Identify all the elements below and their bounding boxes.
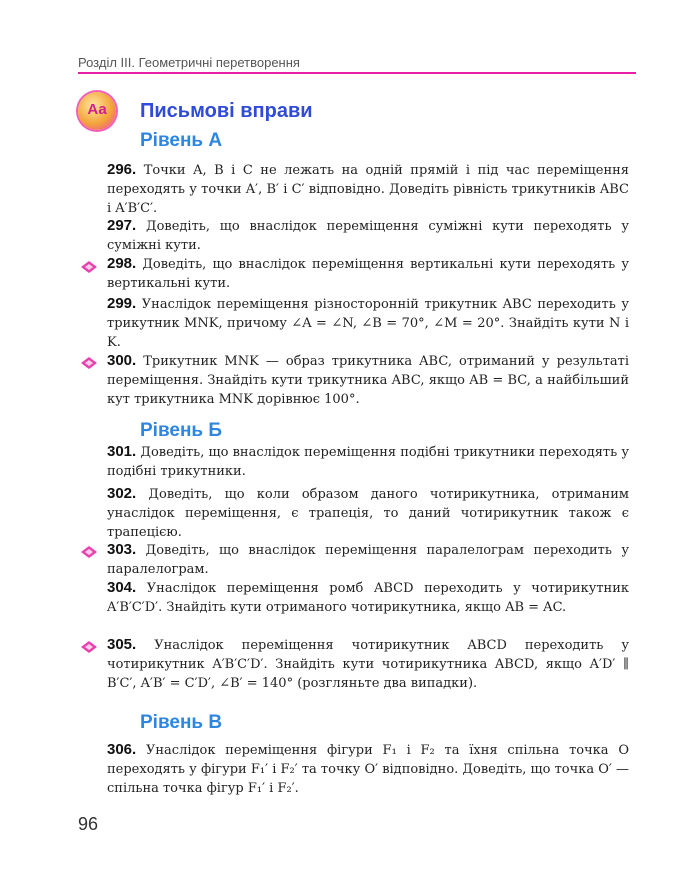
task-text: Доведіть, що внаслідок переміщення суміжні кути переходять у суміжні кути. [107, 219, 629, 253]
difficulty-marker-icon [80, 356, 98, 370]
task-300 [107, 351, 629, 409]
level-b-heading: Рівень Б [140, 420, 223, 441]
task-number: 299. [107, 295, 137, 312]
task-number: 306. [107, 741, 137, 758]
difficulty-marker-icon [80, 545, 98, 559]
running-header: Розділ III. Геометричні перетворення [78, 55, 300, 70]
task-number: 298. [107, 255, 137, 272]
task-text: Унаслідок переміщення чотирикутник ABCD переходить у чотирикутник A′B′C′D′. Знайдіть кути чотирикутника ABCD, якщо A′D′ ∥ B′C′, A′B′ = C′D′, ∠B′ = 140° (розгляньте два випадки). [107, 638, 629, 691]
task-301 [107, 442, 629, 481]
task-298 [107, 254, 629, 293]
task-number: 301. [107, 443, 137, 460]
task-text: Доведіть, що внаслідок переміщення подібні трикутники переходять у подібні трикутники. [107, 445, 629, 479]
badge-text: Аа [87, 101, 107, 118]
task-number: 296. [107, 161, 137, 178]
difficulty-marker-icon [80, 640, 98, 654]
difficulty-marker-icon [80, 260, 98, 274]
task-text: Унаслідок переміщення різносторонній трикутник ABC переходить у трикутник MNK, причому ∠A = ∠N, ∠B = 70°, ∠M = 20°. Знайдіть кути N і K. [107, 297, 629, 350]
letters-badge-icon [78, 92, 116, 130]
header-divider [78, 72, 636, 74]
level-v-heading: Рівень В [140, 712, 223, 733]
task-text: Трикутник MNK — образ трикутника ABC, отриманий у результаті переміщення. Знайдіть кути трикутника ABC, якщо AB = BC, а найбільший кут трикутника MNK дорівнює 100°. [107, 354, 630, 407]
task-text: Доведіть, що коли образом даного чотирикутника, отриманим унаслідок переміщення, є трапеція, то даний чотирикутник також є трапецією. [107, 487, 629, 540]
task-304 [107, 578, 629, 617]
task-text: Точки A, B і C не лежать на одній прямій і під час переміщення переходять у точки A′, B′ і C′ відповідно. Доведіть рівність трикутників ABC і A′B′C′. [107, 163, 629, 216]
task-296 [107, 160, 629, 218]
task-text: Унаслідок переміщення ромб ABCD переходить у чотирикутник A′B′C′D′. Знайдіть кути отриманого чотирикутника, якщо AB = AC. [107, 581, 629, 615]
level-a-heading: Рівень А [140, 130, 223, 151]
task-297 [107, 216, 629, 255]
page-number: 96 [78, 814, 99, 834]
task-number: 297. [107, 217, 137, 234]
task-299 [107, 294, 629, 352]
task-number: 304. [107, 579, 137, 596]
task-text: Доведіть, що внаслідок переміщення паралелограм переходить у паралелограм. [107, 543, 629, 577]
task-number: 300. [107, 352, 137, 369]
task-305 [107, 635, 629, 693]
section-title: Письмові вправи [140, 100, 313, 122]
task-text: Доведіть, що внаслідок переміщення вертикальні кути переходять у вертикальні кути. [107, 257, 629, 291]
task-303 [107, 540, 629, 579]
task-number: 303. [107, 541, 137, 558]
task-number: 302. [107, 485, 137, 502]
task-302 [107, 484, 629, 542]
task-number: 305. [107, 636, 137, 653]
task-text: Унаслідок переміщення фігури F₁ і F₂ та їхня спільна точка O переходять у фігури F₁′ і F₂′ та точку O′ відповідно. Доведіть, що точка O′ — спільна точка фігур F₁′ і F₂′. [107, 743, 629, 796]
task-306 [107, 740, 629, 798]
